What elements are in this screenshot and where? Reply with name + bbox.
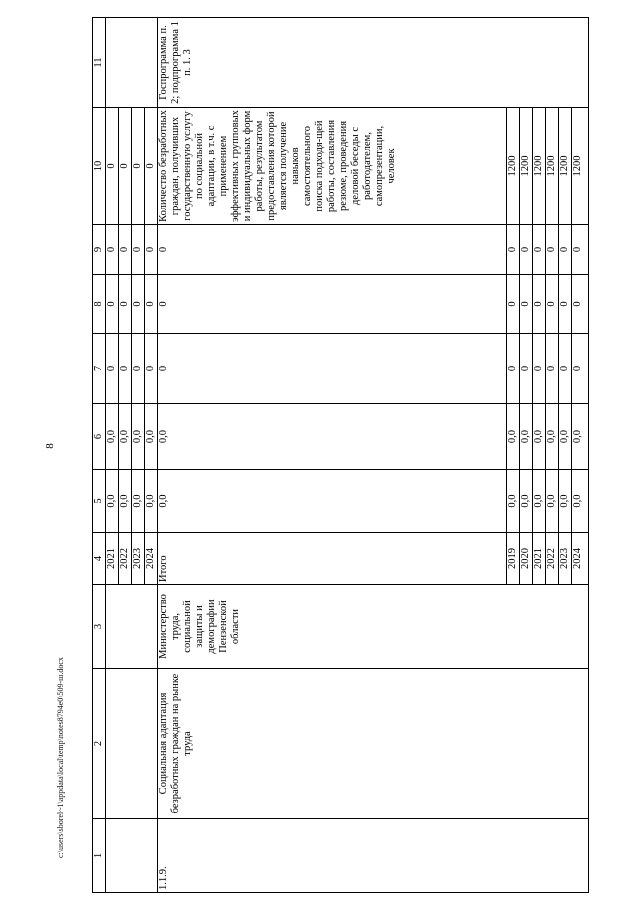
value-cell: 0	[119, 334, 132, 404]
value-cell: 0,0	[520, 404, 533, 470]
year-cell: 2021	[106, 533, 119, 585]
value-cell: 1200	[507, 108, 520, 225]
value-cell: 0,0	[119, 404, 132, 470]
value-cell: 0	[145, 225, 158, 275]
col-num-1: 1	[93, 819, 106, 893]
value-cell: 0,0	[559, 470, 572, 533]
program-reference: Госпрограмма п. 2; подпрограмма 1 п. 1. 3	[158, 18, 589, 108]
value-cell: 0	[106, 334, 119, 404]
column-number-row	[93, 18, 106, 893]
value-cell: 0,0	[559, 404, 572, 470]
value-cell: 0,0	[106, 470, 119, 533]
value-cell: 0	[546, 275, 559, 334]
value-cell: 0,0	[533, 470, 546, 533]
col-num-11: 11	[93, 18, 106, 108]
year-cell: 2022	[119, 533, 132, 585]
total-value: 0,0	[158, 404, 507, 470]
col-num-3: 3	[93, 585, 106, 669]
value-cell: 0	[145, 334, 158, 404]
value-cell: 0,0	[507, 470, 520, 533]
value-cell: 0	[520, 334, 533, 404]
value-cell: 0	[106, 225, 119, 275]
value-cell: 0	[533, 334, 546, 404]
item-number: 1.1.9.	[158, 819, 589, 893]
total-value: 0	[158, 275, 507, 334]
value-cell: 1200	[520, 108, 533, 225]
value-cell: 0	[533, 225, 546, 275]
year-cell: 2024	[145, 533, 158, 585]
value-cell: 0,0	[520, 470, 533, 533]
table-row	[106, 18, 119, 893]
value-cell: 0	[145, 275, 158, 334]
value-cell: 0	[145, 108, 158, 225]
col-num-8: 8	[93, 275, 106, 334]
page-number: 8	[44, 443, 56, 449]
col-num-7: 7	[93, 334, 106, 404]
value-cell: 0,0	[507, 404, 520, 470]
col-num-5: 5	[93, 470, 106, 533]
value-cell: 0	[119, 275, 132, 334]
year-cell: 2021	[533, 533, 546, 585]
value-cell: 1200	[546, 108, 559, 225]
item-total-row	[158, 18, 507, 893]
value-cell: 0	[572, 225, 589, 275]
value-cell: 0	[520, 275, 533, 334]
value-cell: 0	[520, 225, 533, 275]
col-num-4: 4	[93, 533, 106, 585]
value-cell: 1200	[533, 108, 546, 225]
col-num-10: 10	[93, 108, 106, 225]
col-num-2: 2	[93, 669, 106, 819]
value-cell: 0	[106, 108, 119, 225]
item-name: Социальная адаптация безработных граждан на рынке труда	[158, 669, 589, 819]
value-cell: 0	[559, 225, 572, 275]
total-value: 0	[158, 334, 507, 404]
rotated-table-container	[92, 18, 589, 893]
empty-cell	[106, 585, 158, 669]
value-cell: 0	[533, 275, 546, 334]
value-cell: 0	[559, 334, 572, 404]
value-cell: 0,0	[119, 470, 132, 533]
year-cell: 2024	[572, 533, 589, 585]
col-num-9: 9	[93, 225, 106, 275]
value-cell: 0	[119, 108, 132, 225]
value-cell: 0,0	[132, 470, 145, 533]
col-num-6: 6	[93, 404, 106, 470]
item-executor: Министерство труда, социальной защиты и демографии Пензенской области	[158, 585, 589, 669]
value-cell: 0,0	[572, 404, 589, 470]
value-cell: 0	[559, 275, 572, 334]
value-cell: 0	[507, 225, 520, 275]
year-cell: 2023	[559, 533, 572, 585]
indicator-description: Количество безработных граждан, получивших государственную услугу по социальной адаптации, в т.ч. с применением эффективных групповых и индивидуальных форм работы, результатом предоставления которой является получение навыков самостоятельного поиска подходя-щей работы, составления резюме, проведения деловой беседы с работодателем, самопрезентации, человек	[158, 108, 507, 225]
value-cell: 0,0	[132, 404, 145, 470]
empty-cell	[106, 819, 158, 893]
value-cell: 0,0	[533, 404, 546, 470]
value-cell: 0	[572, 334, 589, 404]
value-cell: 0,0	[145, 404, 158, 470]
total-value: 0	[158, 225, 507, 275]
value-cell: 0	[507, 334, 520, 404]
program-table	[92, 17, 589, 893]
value-cell: 0	[546, 334, 559, 404]
year-cell: 2023	[132, 533, 145, 585]
value-cell: 0	[132, 275, 145, 334]
value-cell: 0,0	[572, 470, 589, 533]
value-cell: 0	[132, 225, 145, 275]
year-cell: 2019	[507, 533, 520, 585]
year-cell: 2022	[546, 533, 559, 585]
empty-cell	[106, 18, 158, 108]
total-value: 0,0	[158, 470, 507, 533]
value-cell: 0,0	[145, 470, 158, 533]
value-cell: 1200	[572, 108, 589, 225]
year-cell: 2020	[520, 533, 533, 585]
value-cell: 0,0	[546, 404, 559, 470]
empty-cell	[106, 669, 158, 819]
value-cell: 0	[546, 225, 559, 275]
value-cell: 0,0	[106, 404, 119, 470]
value-cell: 0	[132, 334, 145, 404]
value-cell: 0	[507, 275, 520, 334]
value-cell: 1200	[559, 108, 572, 225]
value-cell: 0	[106, 275, 119, 334]
value-cell: 0	[132, 108, 145, 225]
value-cell: 0,0	[546, 470, 559, 533]
total-label: Итого	[158, 533, 507, 585]
value-cell: 0	[119, 225, 132, 275]
file-path-footer: c:\users\sborel~1\appdata\local\temp\notes8794e0\509-ш.docx	[56, 657, 65, 858]
value-cell: 0	[572, 275, 589, 334]
